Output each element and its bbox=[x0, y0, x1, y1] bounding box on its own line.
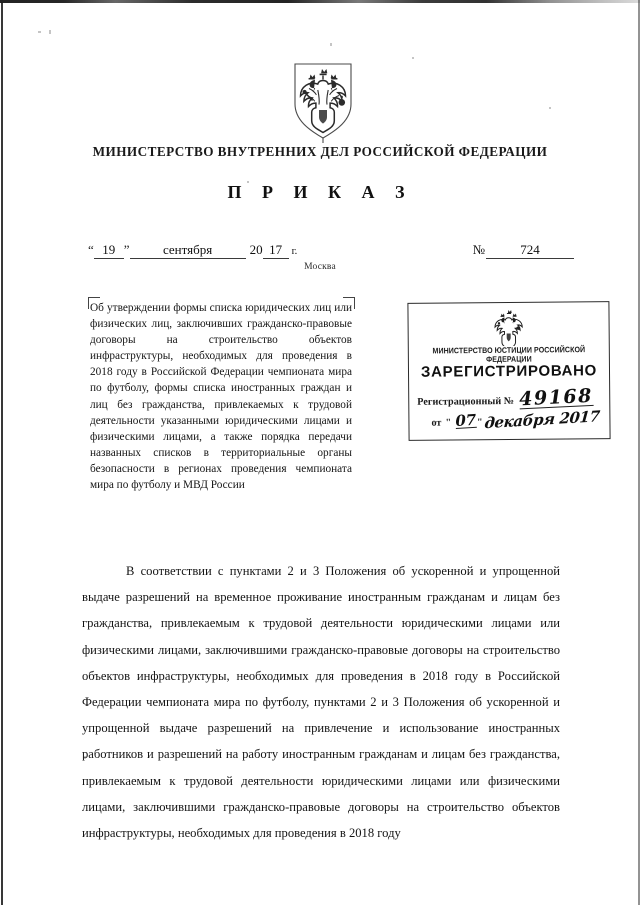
scan-edge-top bbox=[0, 0, 640, 3]
stamp-coat-of-arms-icon bbox=[491, 308, 525, 346]
document-date-group bbox=[88, 242, 297, 259]
scan-speck bbox=[38, 31, 41, 33]
number-sign: № bbox=[472, 242, 485, 257]
ministry-heading: МИНИСТЕРСТВО ВНУТРЕННИХ ДЕЛ РОССИЙСКОЙ ФЕДЕРАЦИИ bbox=[92, 144, 548, 159]
stamp-organization-label: МИНИСТЕРСТВО ЮСТИЦИИ РОССИЙСКОЙ ФЕДЕРАЦИИ bbox=[432, 345, 586, 365]
stamp-date-quote-close: " bbox=[476, 417, 483, 429]
city-label: Москва bbox=[304, 262, 336, 272]
scan-edge-left bbox=[1, 2, 3, 905]
stamp-registration-line bbox=[417, 384, 601, 411]
year-unit-label: г. bbox=[291, 246, 298, 257]
registration-stamp bbox=[407, 301, 610, 441]
document-type-heading: П Р И К А З bbox=[227, 182, 413, 202]
document-meta-row bbox=[88, 242, 574, 262]
quote-open: “ bbox=[88, 242, 94, 257]
date-year-field[interactable]: 17 bbox=[263, 243, 289, 259]
stamp-date-quote-open: " bbox=[445, 417, 452, 429]
stamp-date-prefix: от bbox=[431, 417, 442, 429]
stamp-registration-number: 49168 bbox=[518, 384, 594, 411]
document-number-field[interactable]: 724 bbox=[486, 243, 574, 259]
scan-speck bbox=[49, 30, 51, 34]
stamp-registration-label: Регистрационный № bbox=[417, 395, 515, 408]
stamp-date-rest: декабря 2017 bbox=[483, 407, 601, 433]
stamp-date-line bbox=[431, 407, 601, 433]
quote-close: ” bbox=[123, 242, 130, 257]
year-prefix: 20 bbox=[249, 242, 263, 257]
scan-speck bbox=[330, 43, 332, 46]
document-title-text: Об утверждении формы списка юридических лиц или физических лиц, заключивших гражданско-правовые договоры на строительство объектов инфраструктуры, необходимых для проведения в 2018 году в Российской Федерации чемпионата мира по футболу, формы списка иностранных граждан и лиц без гражданства, привлекаемых к трудовой деятельности указанными юридическими лицами и физическими лицами, а также порядка передачи названных списков в территориальные органы безопасности в регионах проведения чемпионата мира по футболу и МВД России bbox=[90, 302, 352, 492]
document-number-group bbox=[473, 242, 574, 259]
document-title-block bbox=[90, 300, 352, 493]
coat-of-arms-emblem bbox=[289, 62, 357, 144]
stamp-date-day: 07 bbox=[454, 410, 477, 431]
date-day-field[interactable]: 19 bbox=[94, 243, 124, 259]
scan-speck bbox=[412, 57, 414, 59]
date-month-field[interactable]: сентября bbox=[130, 243, 246, 259]
stamp-registered-label: ЗАРЕГИСТРИРОВАНО bbox=[420, 362, 598, 381]
body-paragraph: В соответствии с пунктами 2 и 3 Положения об ускоренной и упрощенной выдаче разрешений на временное проживание иностранным гражданам и лицам без гражданства, привлекаемым к трудовой деятельности юридическими лицами или физическими лицами, заключившими гражданско-правовые договоры на строительство объектов инфраструктуры, необходимых для проведения в 2018 году в Российской Федерации чемпионата мира по футболу, пунктами 2 и 3 Положения об ускоренной и упрощенной выдаче разрешений на привлечение и использование иностранных работников и разрешений на работу иностранным гражданам и лицам без гражданства, привлекаемым к трудовой деятельности юридическими лицами или физическими лицами, заключившими гражданско-правовые договоры на строительство объектов инфраструктуры, необходимых для проведения в 2018 году bbox=[82, 564, 560, 841]
scan-speck bbox=[549, 107, 551, 109]
document-body bbox=[82, 558, 560, 846]
